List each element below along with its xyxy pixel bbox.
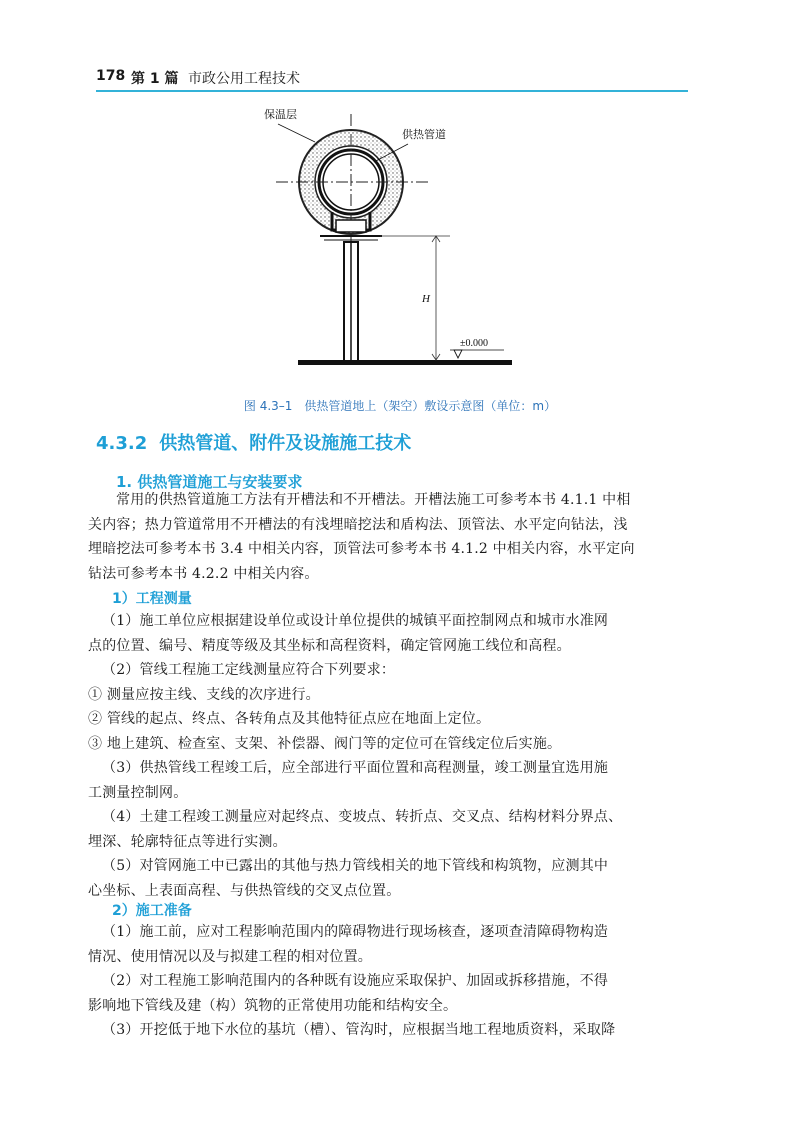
text-line: 点的位置、编号、精度等级及其坐标和高程资料，确定管网施工线位和高程。 [88,637,571,654]
text-line: （2）管线工程施工定线测量应符合下列要求： [102,662,396,678]
section-number: 4.3.2 [96,433,148,454]
text-line: （1）施工前，应对工程影响范围内的障碍物进行现场核查，逐项查清障碍物构造 [102,924,609,940]
pipe-label: 供热管道 [402,128,446,141]
section-heading: 供热管道、附件及设施施工技术 [159,433,412,454]
header-rule [96,90,688,92]
height-label: H [422,293,430,305]
text-line: （4）土建工程竣工测量应对起终点、变坡点、转折点、交叉点、结构材料分界点、 [102,809,623,825]
text-line: 常用的供热管道施工方法有开槽法和不开槽法。开槽法施工可参考本书 4.1.1 中相 [116,492,631,508]
ground-line [298,360,512,365]
text-line: ① 测量应按主线、支线的次序进行。 [88,686,320,703]
section-title [96,429,411,455]
prep-paragraph [88,920,696,1043]
text-line: 关内容；热力管道常用不开槽法的有浅埋暗挖法和盾构法、顶管法、水平定向钻法，浅 [88,516,628,533]
pipe-figure [240,96,540,386]
support-cap [336,220,366,232]
text-line: 工测量控制网。 [88,784,188,801]
text-line: 埋暗挖法可参考本书 3.4 中相关内容，顶管法可参考本书 4.1.2 中相关内容，水平定向 [88,541,635,557]
text-line: 情况、使用情况以及与拟建工程的相对位置。 [88,948,372,965]
text-line: （3）开挖低于地下水位的基坑（槽）、管沟时，应根据当地工程地质资料，采取降 [102,1022,616,1038]
figure-caption: 图 4.3–1 供热管道地上（架空）敷设示意图（单位：m） [243,399,557,413]
elevation-label: ±0.000 [460,338,488,349]
intro-paragraph [88,488,696,586]
running-header [96,68,688,90]
text-line: 心坐标、上表面高程、与供热管线的交叉点位置。 [88,882,401,899]
text-line: （2）对工程施工影响范围内的各种既有设施应采取保护、加固或拆移措施，不得 [102,973,609,989]
header-title: 市政公用工程技术 [188,71,300,87]
text-line: 埋深、轮廓特征点等进行实测。 [88,833,287,850]
text-line: 钻法可参考本书 4.2.2 中相关内容。 [88,565,319,582]
text-line: ③ 地上建筑、检查室、支架、补偿器、阀门等的定位可在管线定位后实施。 [88,735,562,752]
text-line: 影响地下管线及建（构）筑物的正常使用功能和结构安全。 [88,997,458,1014]
subsection-title: 1. 供热管道施工与安装要求 [116,473,303,491]
survey-title: 1）工程测量 [112,591,192,607]
text-line: ② 管线的起点、终点、各转角点及其他特征点应在地面上定位。 [88,711,491,727]
prep-title: 2）施工准备 [112,903,192,919]
text-line: （3）供热管线工程竣工后，应全部进行平面位置和高程测量，竣工测量宜选用施 [102,760,609,776]
text-line: （5）对管网施工中已露出的其他与热力管线相关的地下管线和构筑物，应测其中 [102,858,609,874]
insulation-label: 保温层 [264,108,297,121]
survey-paragraph [88,609,696,903]
part-label: 第 1 篇 [131,71,179,87]
text-line: （1）施工单位应根据建设单位或设计单位提供的城镇平面控制网点和城市水准网 [102,613,609,629]
pipe-diagram [240,96,540,386]
page-number: 178 [96,68,126,84]
